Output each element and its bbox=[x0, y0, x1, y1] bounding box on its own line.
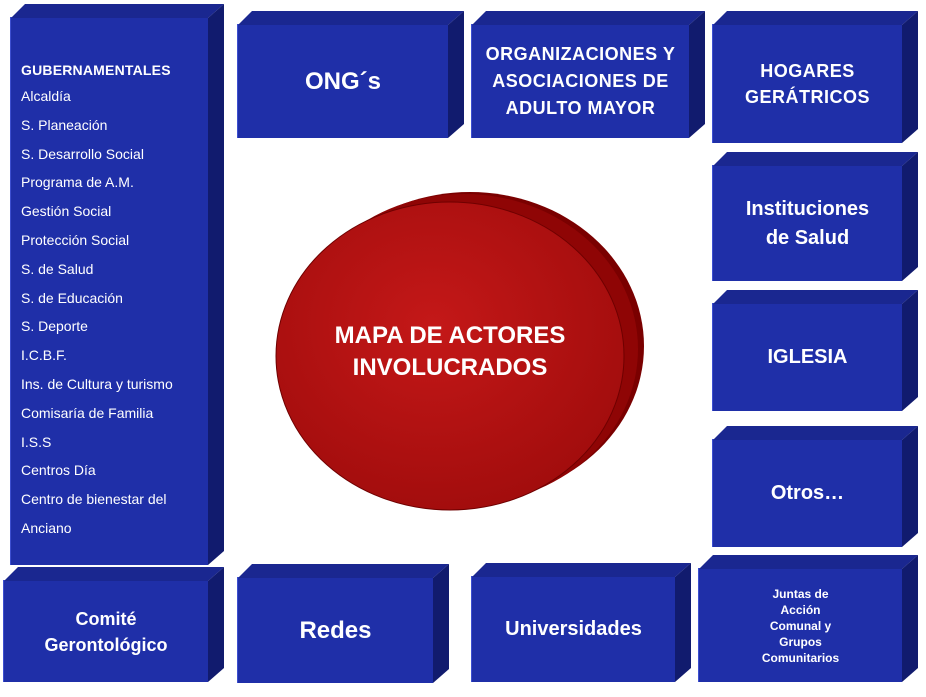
list-item: I.C.B.F. bbox=[21, 347, 67, 364]
hogares-box bbox=[712, 24, 902, 143]
list-item: Ins. de Cultura y turismo bbox=[21, 375, 173, 392]
gubernamentales-box bbox=[10, 17, 208, 565]
list-item: Centro de bienestar del bbox=[21, 491, 167, 508]
instituciones-box bbox=[712, 165, 902, 281]
list-item: Gestión Social bbox=[21, 203, 112, 220]
list-item: Anciano bbox=[21, 519, 72, 536]
list-item: S. Planeación bbox=[21, 116, 108, 133]
list-item: I.S.S bbox=[21, 433, 52, 450]
list-item: S. Deporte bbox=[21, 318, 88, 335]
iglesia-box bbox=[712, 303, 902, 411]
juntas-label: Juntas de Acción Comunal y Grupos Comunitarios bbox=[761, 586, 840, 665]
list-item: Alcaldía bbox=[21, 88, 71, 104]
redes-box bbox=[237, 577, 433, 683]
organizaciones-label: ORGANIZACIONES Y ASOCIACIONES DE ADULTO MAYOR bbox=[485, 44, 676, 118]
diagram-title: MAPA DE ACTORES INVOLUCRADOS bbox=[334, 322, 566, 381]
otros-label: Otros… bbox=[770, 482, 845, 504]
universidades-label: Universidades bbox=[505, 618, 642, 640]
otros-box bbox=[712, 439, 902, 547]
list-item: Centros Día bbox=[21, 462, 96, 479]
juntas-box bbox=[698, 568, 902, 682]
universidades-box bbox=[471, 576, 675, 682]
instituciones-label: Instituciones de Salud bbox=[745, 197, 870, 249]
list-item: S. Desarrollo Social bbox=[21, 145, 144, 162]
list-item: Protección Social bbox=[21, 231, 130, 248]
redes-label: Redes bbox=[299, 616, 372, 644]
ong-label: ONG´s bbox=[304, 67, 381, 95]
list-item: Programa de A.M. bbox=[21, 174, 134, 191]
list-item: S. de Salud bbox=[21, 260, 94, 277]
comite-label: Comité Gerontológico bbox=[44, 608, 168, 655]
iglesia-label: IGLESIA bbox=[767, 346, 848, 368]
organizaciones-box bbox=[471, 24, 689, 138]
gubernamentales-title: GUBERNAMENTALES bbox=[21, 62, 171, 78]
gubernamentales-list bbox=[21, 88, 208, 549]
comite-box bbox=[3, 580, 208, 682]
hogares-label: HOGARES GERÁTRICOS bbox=[744, 61, 870, 107]
list-item: Comisaría de Familia bbox=[21, 404, 154, 421]
ong-box bbox=[237, 24, 448, 138]
list-item: S. de Educación bbox=[21, 289, 123, 306]
